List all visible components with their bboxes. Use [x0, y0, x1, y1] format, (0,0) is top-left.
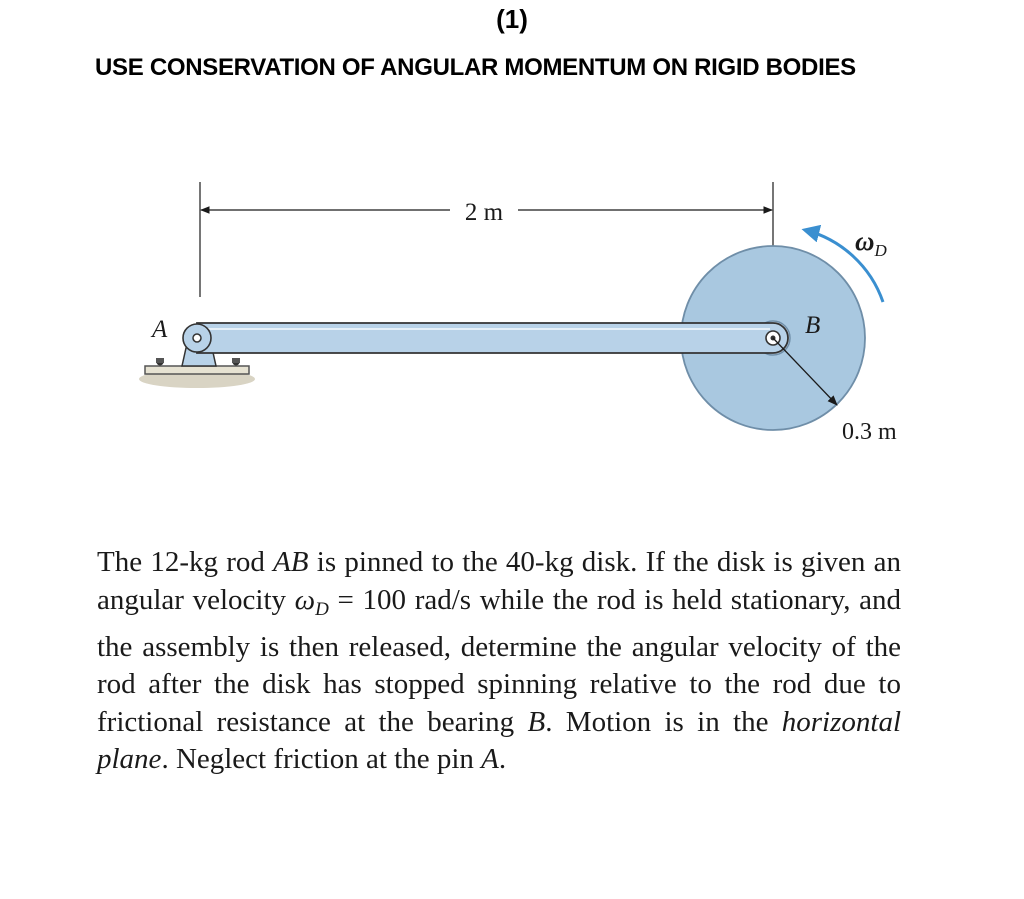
support-base	[145, 366, 249, 374]
rod-ab	[197, 323, 788, 353]
problem-statement: The 12-kg rod AB is pinned to the 40-kg disk. If the disk is given an angular velocity $\omega_D = 100$ rad/s while the rod is held stationary, and the assembly is then released, determine the angular velocity of the rod after the disk has stopped spinning relative to the rod due to frictional resistance at the bearing B. Motion is in the horizontal plane. Neglect friction at the pin A.	[97, 546, 902, 776]
radius-label: 0.3 m	[842, 419, 897, 445]
label-b: B	[805, 312, 821, 339]
omega-label: $\omega_D$	[855, 226, 887, 260]
label-a: A	[152, 316, 168, 343]
instruction-heading: USE CONSERVATION OF ANGULAR MOMENTUM ON RIGID BODIES	[95, 54, 856, 81]
dimension-length-label: 2 m	[464, 199, 504, 226]
problem-number: (1)	[496, 4, 528, 34]
